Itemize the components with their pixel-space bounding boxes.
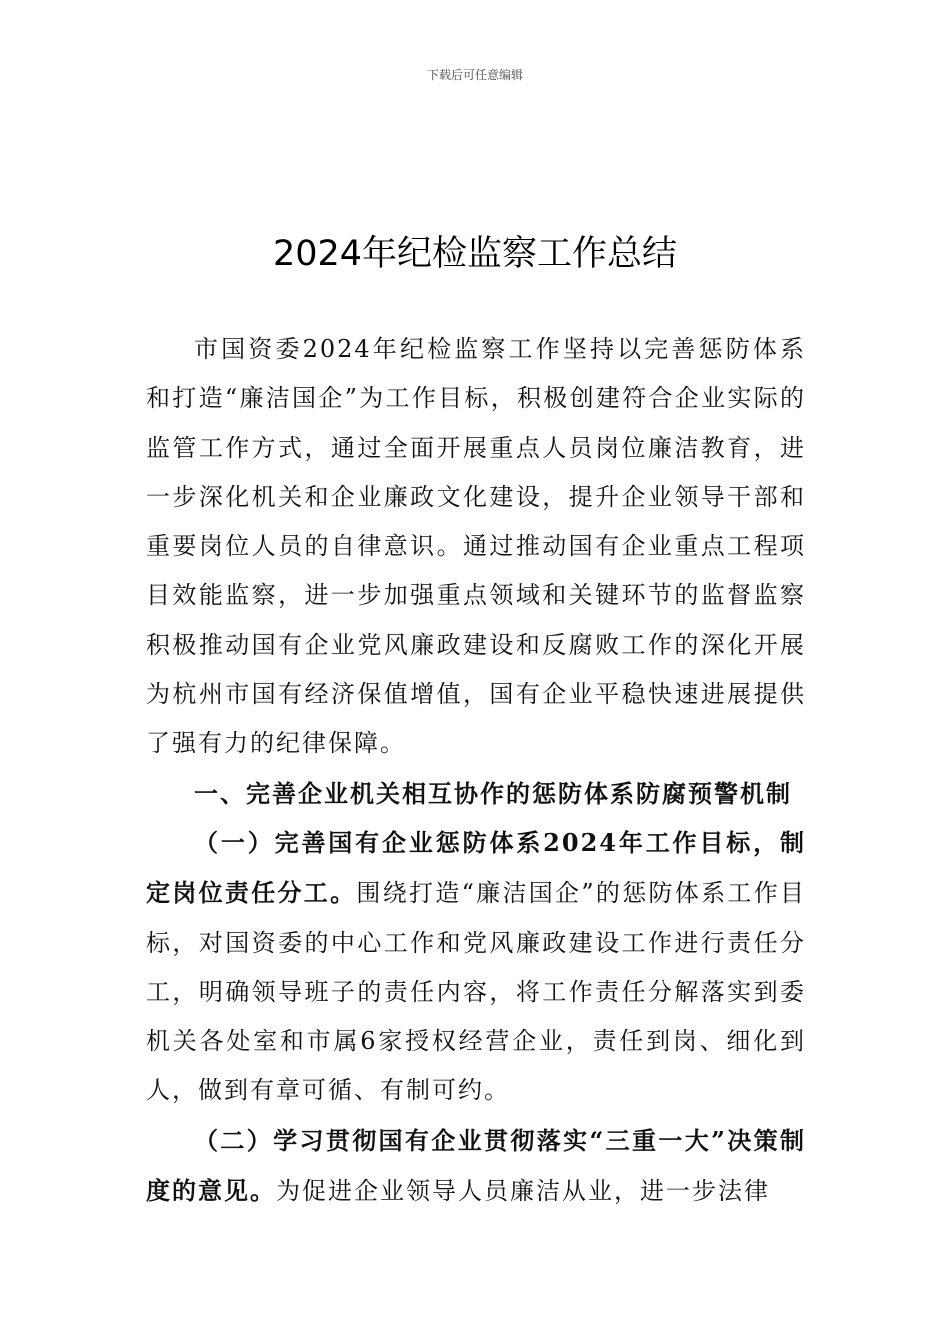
subsection-2-heading: （二）学习贯彻国有企业贯彻落实“三重一大”决策制度的意见。 (146, 1125, 806, 1206)
subsection-1-body: 围绕打造“廉洁国企”的惩防体系工作目标，对国资委的中心工作和党风廉政建设工作进行责任分工，明确领导班子的责任内容，将工作责任分解落实到委机关各处室和市属6家授权经营企业，责任到岗、细化到人，做到有章可循、有制可约。 (146, 879, 806, 1105)
subsection-2-paragraph (146, 1116, 806, 1217)
subsection-1-paragraph (146, 818, 806, 1116)
subsection-2-body: 为促进企业领导人员廉洁从业，进一步法律 (276, 1177, 770, 1206)
subsection-1-heading: （一）完善国有企业惩防体系2024年工作目标，制定岗位责任分工。 (146, 827, 806, 908)
section-1-heading: 一、完善企业机关相互协作的惩防体系防腐预警机制 (194, 778, 792, 808)
document-body (146, 325, 806, 1216)
document-title: 2024年纪检监察工作总结 (272, 234, 678, 274)
intro-paragraph: 市国资委2024年纪检监察工作坚持以完善惩防体系和打造“廉洁国企”为工作目标，积极创建符合企业实际的监管工作方式，通过全面开展重点人员岗位廉洁教育，进一步深化机关和企业廉政文化建设，提升企业领导干部和重要岗位人员的自律意识。通过推动国有企业重点工程项目效能监察，进一步加强重点领域和关键环节的监督监察积极推动国有企业党风廉政建设和反腐败工作的深化开展为杭州市国有经济保值增值，国有企业平稳快速进展提供了强有力的纪律保障。 (146, 335, 806, 758)
header-note: 下载后可任意编辑 (426, 68, 523, 82)
